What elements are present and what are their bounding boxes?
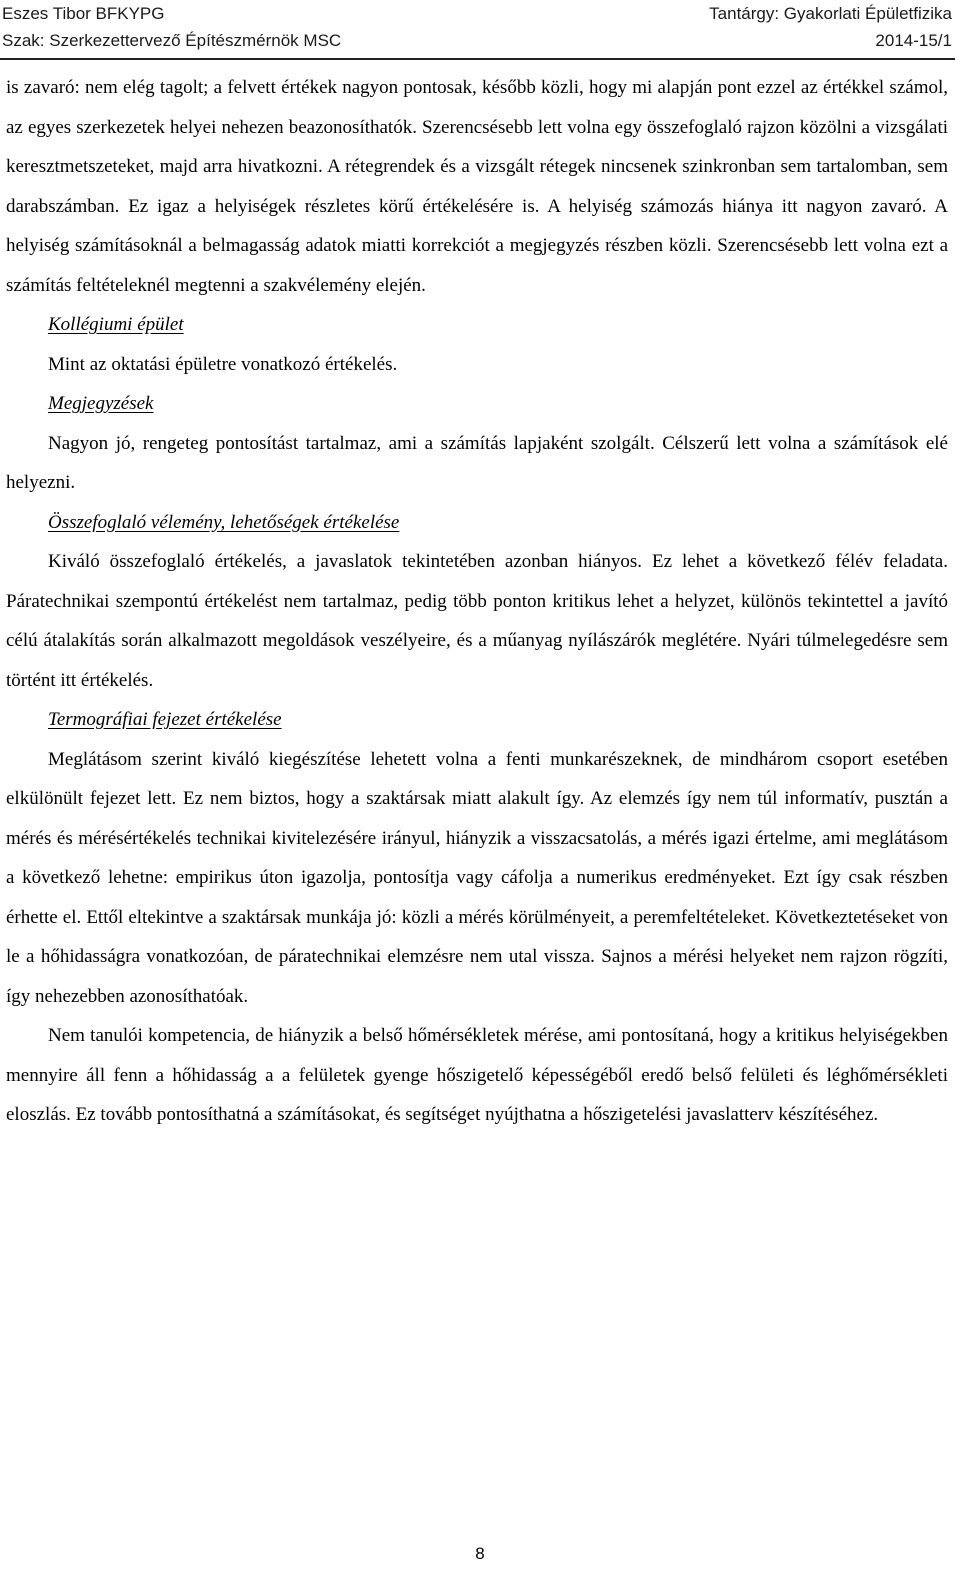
header-author: Eszes Tibor BFKYPG (2, 4, 165, 23)
paragraph-kompetencia: Nem tanulói kompetencia, de hiányzik a belső hőmérsékletek mérése, ami pontosítaná, hogy a kritikus helyiségekben mennyire áll fenn a hőhidasság a a felületek gyenge hőszigetelő képességéből eredő belső felületi és léghőmérsékleti eloszlás. Ez tovább pontosíthatná a számításokat, és segítséget nyújthatna a hőszigetelési javaslatterv készítéséhez. (6, 1025, 948, 1125)
paragraph-megjegyzesek: Nagyon jó, rengeteg pontosítást tartalmaz, ami a számítás lapjaként szolgált. Célszerű lett volna a számítások elé helyezni. (6, 432, 948, 493)
paragraph-termografia: Meglátásom szerint kiváló kiegészítése lehetett volna a fenti munkarészeknek, de mindhárom csoport esetében elkülönült fejezet lett. Ez nem biztos, hogy a szaktársak miatt alakult így. Az elemzés így nem túl informatív, pusztán a mérés és mérésértékelés technikai kivitelezésére irányul, hiányzik a visszacsatolás, a mérés igazi értelme, ami meglátásom a következő lehetne: empirikus úton igazolja, pontosítja vagy cáfolja a numerikus eredményeket. Ezt így csak részben érhette el. Ettől eltekintve a szaktársak munkája jó: közli a mérés körülményeit, a peremfeltételeket. Következtetéseket von le a hőhidasságra vonatkozóan, de páratechnikai elemzésre nem utal vissza. Sajnos a mérési helyeket nem rajzon rögzíti, így nehezebben azonosíthatóak. (6, 748, 948, 1007)
page-header (0, 0, 960, 56)
header-semester: 2014-15/1 (875, 31, 952, 50)
section-heading-osszefoglalo: Összefoglaló vélemény, lehetőségek értékelése (48, 511, 400, 533)
header-program: Szak: Szerkezettervező Építészmérnök MSC (2, 31, 342, 50)
header-row-top (0, 0, 960, 28)
page-number: 8 (475, 1544, 485, 1563)
section-heading-kollegium: Kollégiumi épület (48, 314, 184, 335)
section-heading-termografia: Termográfiai fejezet értékelése (48, 709, 282, 730)
header-row-bottom (0, 27, 960, 55)
section-heading-megjegyzesek: Megjegyzések (48, 393, 154, 414)
paragraph-osszefoglalo: Kiváló összefoglaló értékelés, a javaslatok tekintetében azonban hiányos. Ez lehet a következő félév feladata. Páratechnikai szempontú értékelést nem tartalmaz, pedig több ponton kritikus lehet a helyzet, különös tekintettel a javító célú átalakítás során alkalmazott megoldások veszélyeire, és a műanyag nyílászárók meglétére. Nyári túlmelegedésre sem történt itt értékelés. (6, 551, 948, 691)
document-body (6, 68, 948, 1135)
paragraph-kollegium: Mint az oktatási épületre vonatkozó értékelés. (48, 353, 398, 375)
header-divider (0, 58, 955, 60)
paragraph-intro: is zavaró: nem elég tagolt; a felvett értékek nagyon pontosak, később közli, hogy mi alapján pont ezzel az értékkel számol, az egyes szerkezetek helyei nehezen beazonosíthatók. Szerencsésebb lett volna egy összefoglaló rajzon közölni a vizsgálati keresztmetszeteket, majd arra hivatkozni. A rétegrendek és a vizsgált rétegek nincsenek szinkronban sem tartalomban, sem darabszámban. Ez igaz a helyiségek részletes körű értékelésére is. A helyiség számozás hiánya itt nagyon zavaró. A helyiség számításoknál a belmagasság adatok miatti korrekciót a megjegyzés részben közli. Szerencsésebb lett volna ezt a számítás feltételeknél megtenni a szakvélemény elején. (6, 77, 948, 296)
header-subject: Tantárgy: Gyakorlati Épületfizika (709, 4, 952, 23)
